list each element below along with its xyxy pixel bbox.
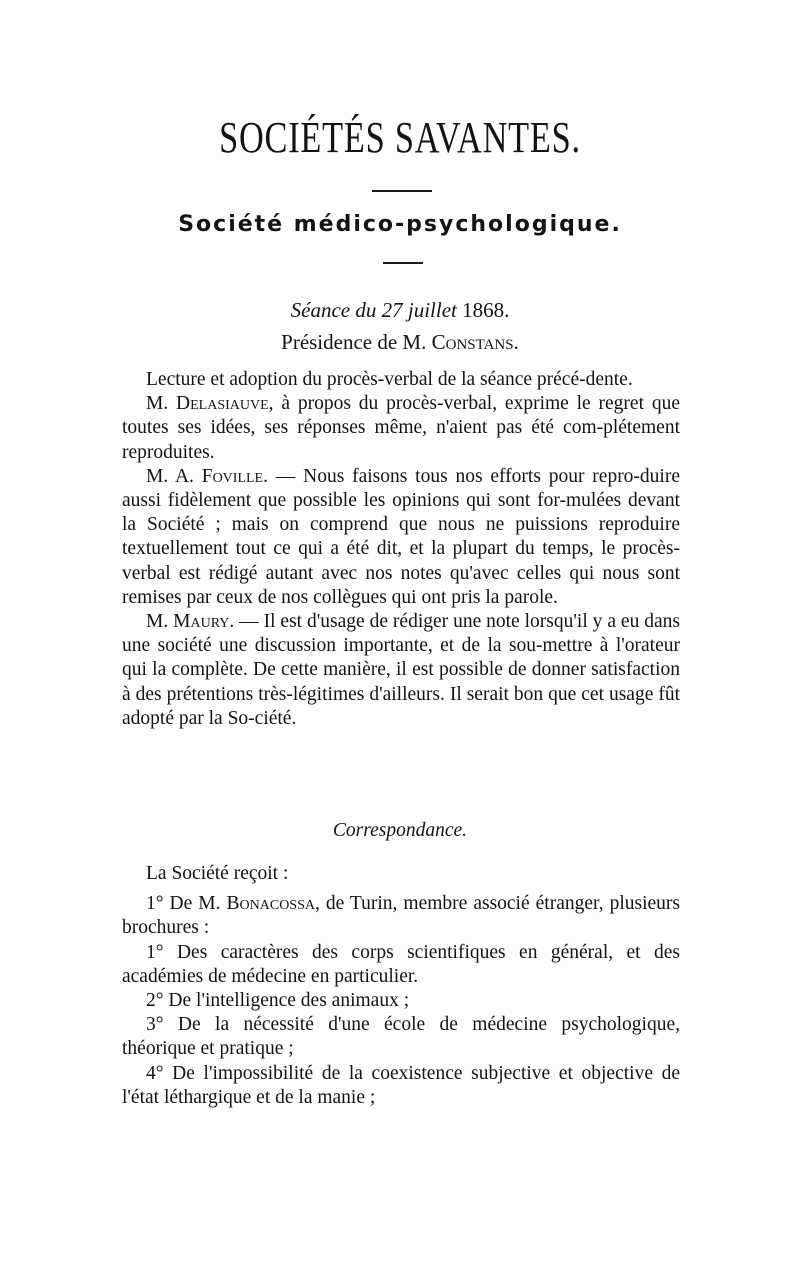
- paragraph-maury: [122, 610, 680, 731]
- item1-name: Bonacossa: [226, 893, 315, 915]
- speaker-foville: M. A. Foville: [146, 465, 264, 487]
- presidence-line: [0, 330, 800, 355]
- brochure-4: 4° De l'impossibilité de la coexistence subjective et objective de l'état léthargique et de la manie ;: [122, 1062, 680, 1108]
- session-date-prefix: Séance du 27 juillet: [290, 298, 463, 322]
- item-bonacossa: [122, 892, 680, 940]
- session-date-year: 1868.: [462, 298, 510, 322]
- session-date: [0, 298, 800, 323]
- subtitle-rule: [383, 262, 423, 264]
- brochure-3: 3° De la nécessité d'une école de médecine psychologique, théorique et pratique ;: [122, 1014, 680, 1060]
- item1-prefix: 1° De M.: [146, 893, 227, 915]
- text-foville: . — Nous faisons tous nos efforts pour repro-duire aussi fidèlement que possible les opinions qui sont for-mulées devant la Société ; mais on comprend que nous ne puissions reproduire textuellement tout ce qui a été dit, et la plupart du temps, le procès-verbal est rédigé autant avec nos notes qu'avec celles qui nous sont remises par ceux de nos collègues qui ont pris la parole.: [122, 465, 680, 608]
- text-maury: . — Il est d'usage de rédiger une note lorsqu'il y a eu dans une société une discussion importante, et de la sou-mettre à l'orateur qui la complète. De cette manière, il est possible de donner satisfaction à des prétentions très-légitimes d'ailleurs. Il serait bon que cet usage fût adopté par la So-ciété.: [122, 611, 680, 729]
- brochure-2: 2° De l'intelligence des animaux ;: [146, 990, 410, 1012]
- paragraph-foville: [122, 465, 680, 610]
- text-delasiauve: , à propos du procès-verbal, exprime le regret que toutes ses idées, ses réponses même, n'aient pas été com-plétement reproduites.: [122, 393, 680, 463]
- presidence-name: Constans.: [431, 330, 519, 354]
- correspondance-body: [122, 862, 680, 1110]
- item1-text: , de Turin, membre associé étranger, plusieurs brochures :: [122, 893, 681, 939]
- correspondance-intro: La Société reçoit :: [146, 863, 289, 884]
- paragraph-adoption: Lecture et adoption du procès-verbal de la séance précé-dente.: [146, 369, 633, 390]
- title-rule: [372, 190, 432, 192]
- brochure-1: 1° Des caractères des corps scientifiques en général, et des académies de médecine en particulier.: [122, 941, 680, 987]
- correspondance-heading: Correspondance.: [332, 820, 468, 841]
- speaker-delasiauve: M. Delasiauve: [146, 393, 269, 415]
- presidence-prefix: Présidence de M.: [281, 330, 432, 354]
- speaker-maury: M. Maury: [146, 611, 230, 633]
- paragraph-delasiauve: [122, 392, 680, 465]
- society-name: Société médico-psychologique.: [178, 212, 622, 237]
- minutes-body: [122, 368, 680, 731]
- section-title: SOCIÉTÉS SAVANTES.: [219, 113, 581, 162]
